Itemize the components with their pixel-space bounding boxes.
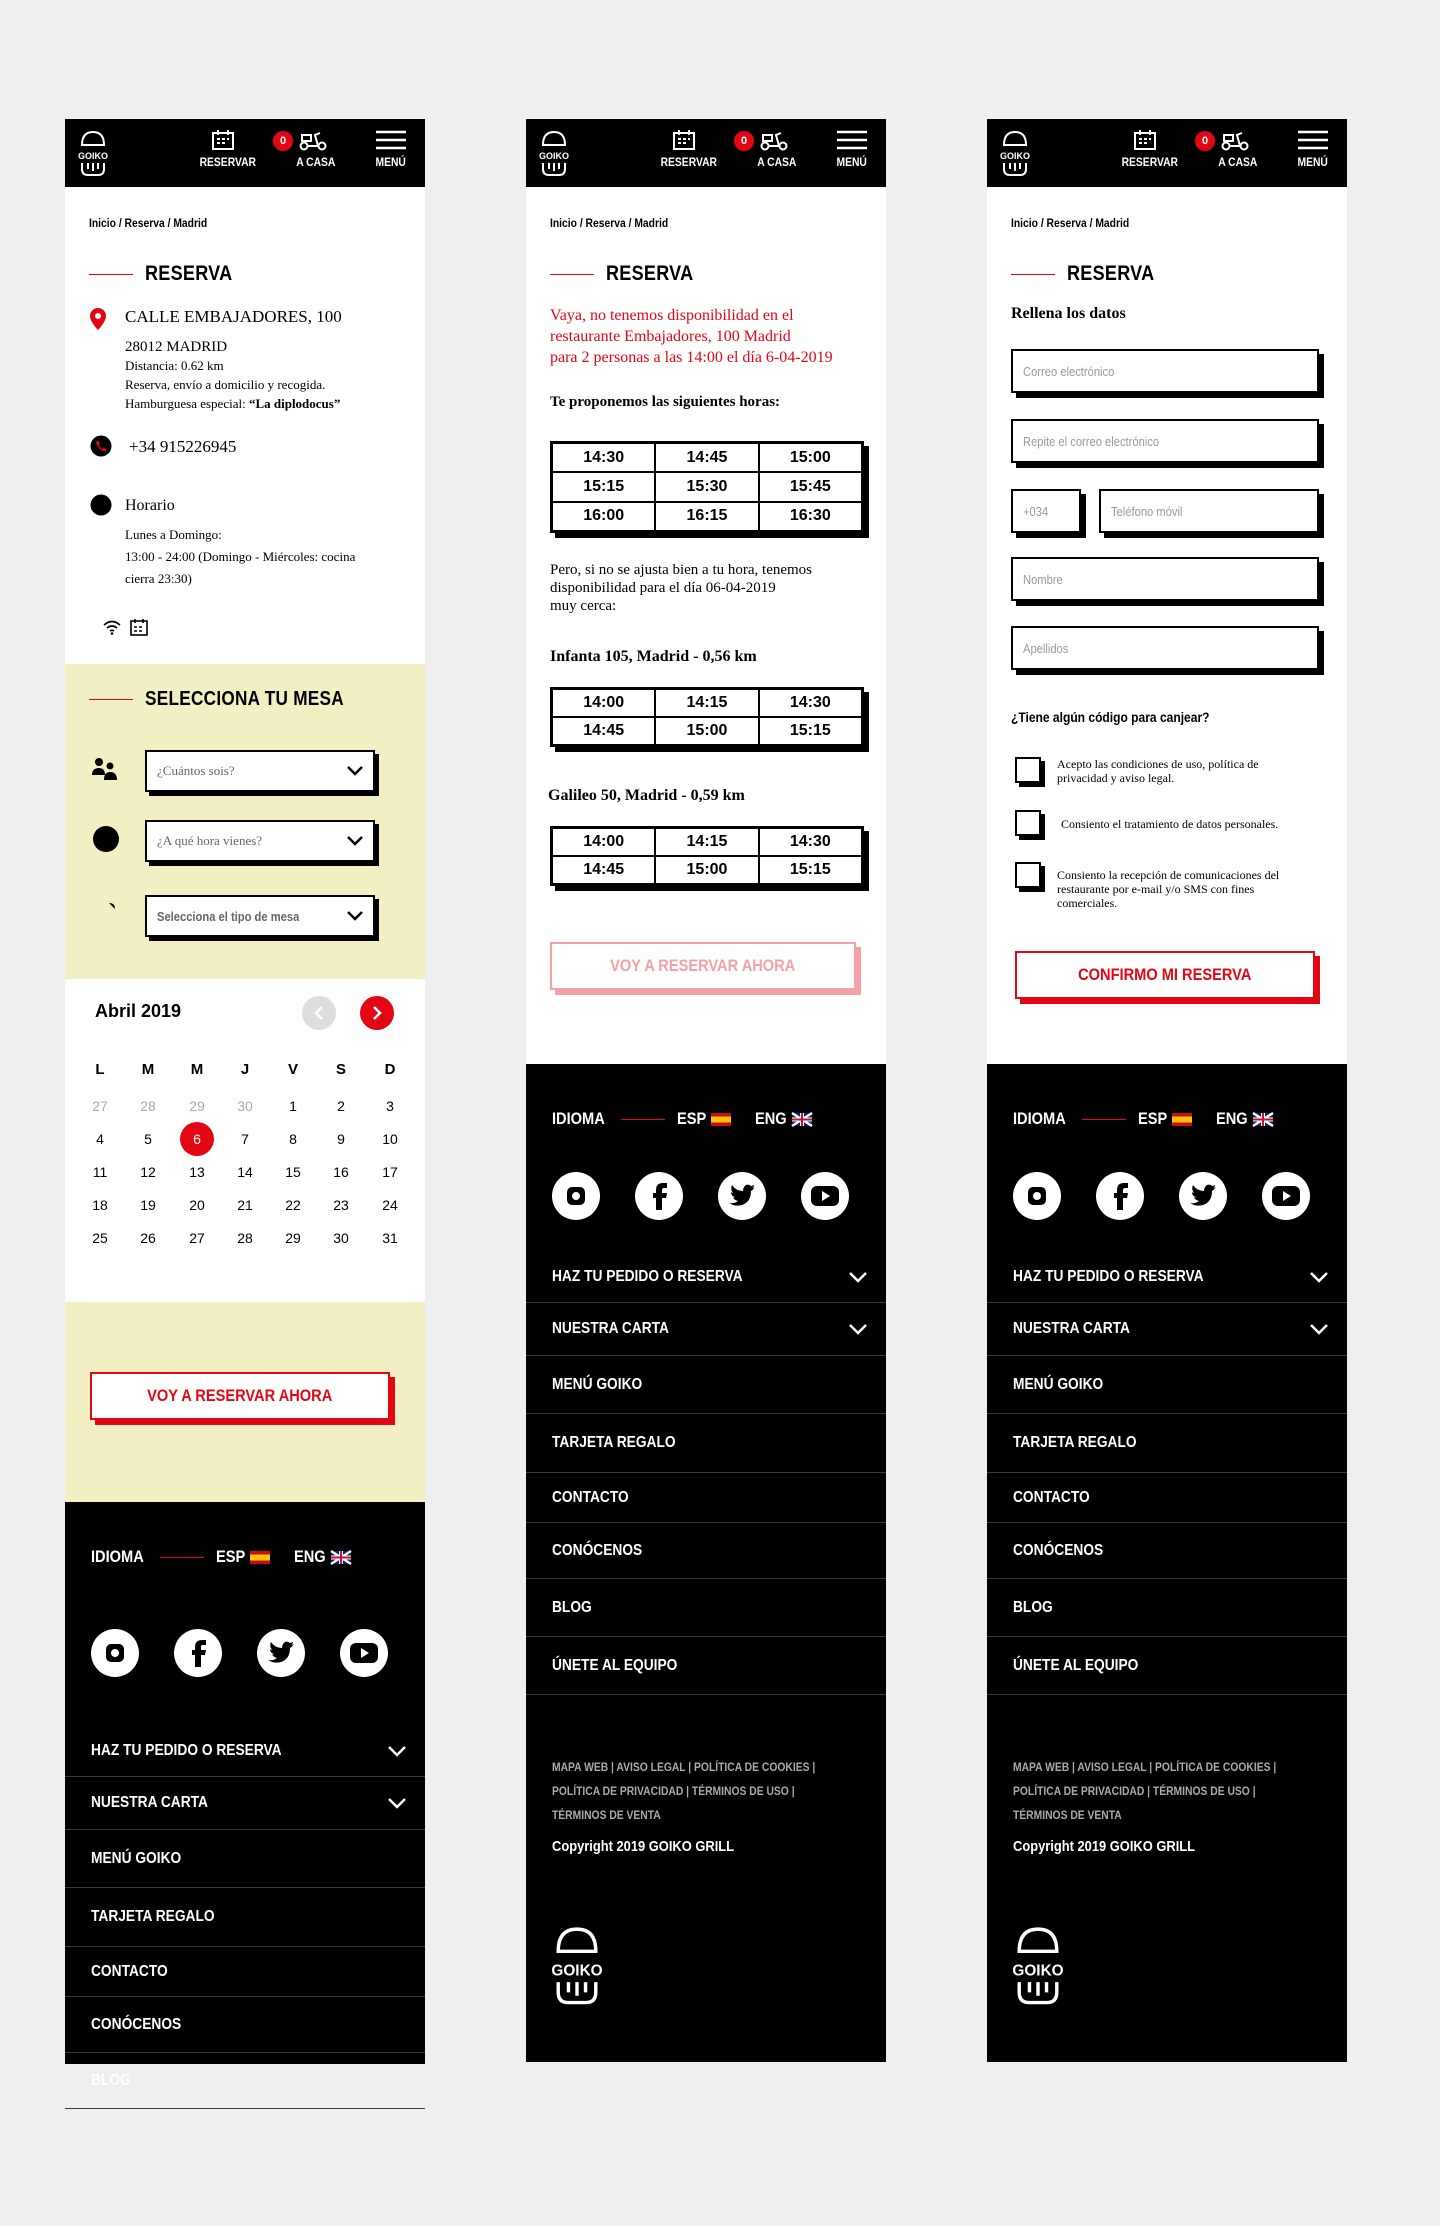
footer-menu-label: TARJETA REGALO	[91, 1908, 215, 1925]
time-slot[interactable]: 14:30	[759, 828, 862, 856]
calendar-day[interactable]: 31	[382, 1230, 398, 1246]
time-slot[interactable]: 15:00	[759, 443, 862, 472]
calendar-day[interactable]: 28	[237, 1230, 253, 1246]
calendar-day[interactable]: 27	[189, 1230, 205, 1246]
calendar-day[interactable]: 13	[189, 1164, 205, 1180]
location-pin-icon	[89, 307, 107, 331]
calendar-day[interactable]: 20	[189, 1197, 205, 1213]
breadcrumb[interactable]: Inicio / Reserva / Madrid	[1011, 216, 1130, 230]
footer-menu-item[interactable]	[526, 1473, 886, 1523]
acasa-nav[interactable]: A CASA	[754, 129, 794, 169]
spain-flag-icon[interactable]	[711, 1113, 731, 1126]
restaurant-address: CALLE EMBAJADORES, 100	[125, 307, 342, 326]
goiko-logo-icon[interactable]	[540, 129, 568, 177]
hamburger-menu-icon	[837, 129, 867, 151]
reservar-nav[interactable]: RESERVAR	[1117, 129, 1173, 169]
breadcrumb[interactable]: Inicio / Reserva / Madrid	[89, 216, 208, 230]
prev-month-button[interactable]	[302, 996, 336, 1030]
special-burger: Hamburguesa especial: “La diplodocus”	[125, 396, 341, 411]
top-header	[65, 119, 425, 187]
reservar-nav[interactable]: RESERVAR	[656, 129, 712, 169]
time-slot[interactable]: 14:45	[552, 856, 655, 884]
data-consent-label: Consiento el tratamiento de datos personales.	[1061, 817, 1279, 831]
time-slot[interactable]: 14:00	[552, 689, 655, 717]
youtube-icon[interactable]	[1262, 1172, 1310, 1220]
chevron-down-icon	[1309, 1323, 1329, 1335]
legal-links[interactable]: MAPA WEB | AVISO LEGAL | POLÍTICA DE COOKIES |POLÍTICA DE PRIVACIDAD | TÉRMINOS DE USO |TÉRMINOS DE VENTA	[552, 1760, 816, 1822]
scooter-icon	[1220, 129, 1250, 151]
chevron-down-icon	[347, 836, 363, 846]
youtube-icon[interactable]	[801, 1172, 849, 1220]
footer	[987, 1064, 1347, 2062]
footer-menu-label: NUESTRA CARTA	[91, 1794, 208, 1811]
footer-menu-item[interactable]	[987, 1473, 1347, 1523]
footer-menu-item[interactable]	[65, 1888, 425, 1947]
footer-menu-label: CONTACTO	[1013, 1488, 1090, 1506]
weekday-header: V	[287, 1061, 298, 1078]
calendar-day[interactable]: 15	[285, 1164, 301, 1180]
footer-menu-item[interactable]	[987, 1637, 1347, 1695]
footer-menu	[526, 1251, 886, 1695]
hours-days: Lunes a Domingo:	[125, 527, 222, 542]
footer-menu-item[interactable]	[65, 2053, 425, 2109]
language-selector: IDIOMA ESP ENG	[91, 1547, 351, 1567]
footer-menu-item[interactable]	[987, 1303, 1347, 1356]
weekday-header: S	[335, 1061, 346, 1078]
calendar-day[interactable]: 19	[140, 1197, 156, 1213]
weekday-header: M	[190, 1061, 204, 1078]
wifi-icon	[103, 619, 121, 635]
phone-field[interactable]: Teléfono móvil	[1099, 489, 1319, 533]
time-slot[interactable]: 16:15	[655, 502, 758, 531]
goiko-logo-icon[interactable]	[79, 129, 107, 177]
facebook-icon[interactable]	[174, 1629, 222, 1677]
cart-count-badge: 0	[1195, 131, 1215, 151]
calendar-day[interactable]: 9	[337, 1131, 345, 1147]
calendar-day[interactable]: 3	[386, 1098, 394, 1114]
propose-text: Te proponemos las siguientes horas:	[550, 394, 781, 410]
calendar-day[interactable]: 21	[237, 1197, 253, 1213]
hamburger-menu-icon	[1298, 129, 1328, 151]
time-slot[interactable]: 14:30	[759, 689, 862, 717]
proposed-times-grid	[550, 441, 864, 533]
footer	[65, 1502, 425, 2089]
language-selector: IDIOMA ESP ENG	[552, 1109, 812, 1129]
footer-menu-label: ÚNETE AL EQUIPO	[552, 1656, 678, 1674]
time-slot[interactable]: 14:00	[552, 828, 655, 856]
calendar-day[interactable]: 29	[189, 1098, 205, 1114]
phone-icon	[89, 434, 113, 458]
acasa-nav[interactable]: A CASA	[293, 129, 333, 169]
clock-icon	[89, 493, 113, 517]
breadcrumb[interactable]: Inicio / Reserva / Madrid	[550, 216, 669, 230]
menu-nav[interactable]: MENÚ	[832, 129, 872, 169]
weekday-header: L	[95, 1061, 105, 1078]
svg-text:GOIKO: GOIKO	[77, 151, 109, 161]
time-slot[interactable]: 15:45	[759, 472, 862, 501]
footer-menu-label: NUESTRA CARTA	[1013, 1320, 1130, 1337]
calendar-day[interactable]: 14	[237, 1164, 253, 1180]
acasa-nav[interactable]: A CASA	[1215, 129, 1255, 169]
footer-menu-label: MENÚ GOIKO	[552, 1375, 643, 1393]
weekday-header: M	[141, 1061, 155, 1078]
calendar-day[interactable]: 30	[237, 1098, 253, 1114]
footer-menu-label: NUESTRA CARTA	[552, 1320, 669, 1337]
footer-menu-label: BLOG	[1013, 1598, 1053, 1616]
lang-esp[interactable]: ESP	[216, 1547, 246, 1566]
calendar-day[interactable]: 30	[333, 1230, 349, 1246]
next-month-button[interactable]	[360, 996, 394, 1030]
footer-menu-item[interactable]	[526, 1251, 886, 1303]
scooter-icon	[759, 129, 789, 151]
goiko-logo-icon[interactable]	[552, 1924, 602, 2006]
calendar-day[interactable]: 28	[140, 1098, 156, 1114]
section-heading	[1011, 264, 1169, 284]
footer-menu-label: MENÚ GOIKO	[91, 1849, 182, 1867]
footer-menu-label: HAZ TU PEDIDO O RESERVA	[91, 1741, 282, 1759]
calendar-icon	[672, 129, 696, 151]
select-table-heading: SELECCIONA TU MESA	[89, 689, 376, 709]
footer-menu-item[interactable]	[65, 1830, 425, 1888]
time-slot[interactable]: 14:45	[655, 443, 758, 472]
spain-flag-icon[interactable]	[250, 1551, 270, 1564]
social-links	[1013, 1172, 1310, 1220]
instagram-icon[interactable]	[91, 1629, 139, 1677]
lang-eng[interactable]: ENG	[294, 1547, 327, 1566]
footer-menu-item[interactable]	[526, 1303, 886, 1356]
page-title: RESERVA	[145, 262, 233, 285]
calendar-month: Abril 2019	[95, 1001, 182, 1021]
footer-menu-item[interactable]	[65, 1997, 425, 2053]
time-slot[interactable]: 15:00	[655, 856, 758, 884]
calendar-day[interactable]: 25	[92, 1230, 108, 1246]
svg-text:GOIKO: GOIKO	[999, 151, 1031, 161]
footer-menu-item[interactable]	[526, 1414, 886, 1473]
footer-menu-item[interactable]	[65, 1725, 425, 1777]
footer-menu-item[interactable]	[987, 1414, 1347, 1473]
chevron-down-icon	[387, 1797, 407, 1809]
footer-menu-item[interactable]	[987, 1579, 1347, 1637]
footer-menu-label: ÚNETE AL EQUIPO	[1013, 1656, 1139, 1674]
time-slot[interactable]: 16:00	[552, 502, 655, 531]
calendar-icon	[211, 129, 235, 151]
social-links	[552, 1172, 849, 1220]
chevron-down-icon	[848, 1323, 868, 1335]
confirm-reservation-button[interactable]: CONFIRMO MI RESERVA	[1015, 951, 1315, 999]
footer-menu-item[interactable]	[65, 1777, 425, 1830]
cutlery-icon	[92, 900, 118, 926]
facebook-icon[interactable]	[635, 1172, 683, 1220]
footer-menu-item[interactable]	[526, 1637, 886, 1695]
reserve-now-button[interactable]: VOY A RESERVAR AHORA	[550, 942, 856, 990]
calendar-day-selected[interactable]: 6	[180, 1122, 214, 1156]
lang-esp[interactable]: ESP	[677, 1109, 707, 1128]
menu-nav[interactable]: MENÚ	[1293, 129, 1333, 169]
twitter-icon[interactable]	[257, 1629, 305, 1677]
time-slot[interactable]: 14:15	[655, 828, 758, 856]
footer-menu-label: TARJETA REGALO	[1013, 1434, 1137, 1451]
goiko-logo-icon[interactable]	[1013, 1924, 1063, 2006]
footer-menu	[987, 1251, 1347, 1695]
footer-menu-item[interactable]	[65, 1947, 425, 1997]
footer-menu-label: CONÓCENOS	[1013, 1541, 1104, 1559]
time-slot[interactable]: 15:30	[655, 472, 758, 501]
top-header	[987, 119, 1347, 187]
calendar-day[interactable]: 24	[382, 1197, 398, 1213]
uk-flag-icon[interactable]	[331, 1551, 351, 1564]
panel-availability	[526, 119, 886, 2062]
footer-menu	[65, 1725, 425, 2109]
cart-count-badge: 0	[734, 131, 754, 151]
page-title: RESERVA	[1067, 262, 1155, 285]
phone-number[interactable]: +34 915226945	[129, 437, 237, 456]
menu-nav[interactable]: MENÚ	[371, 129, 411, 169]
no-availability-message: Vaya, no tenemos disponibilidad en el restaurante Embajadores, 100 Madrid para 2 personas a las 14:00 el día 6-04-2019	[550, 307, 833, 366]
footer-menu-label: MENÚ GOIKO	[1013, 1375, 1104, 1393]
hours-time: 13:00 - 24:00 (Domingo - Miércoles: cocina	[125, 549, 356, 564]
hours-time-2: cierra 23:30)	[125, 571, 192, 586]
instagram-icon[interactable]	[1013, 1172, 1061, 1220]
time-slot[interactable]: 14:30	[552, 443, 655, 472]
form-intro: Rellena los datos	[1011, 305, 1126, 322]
services: Reserva, envío a domicilio y recogida.	[125, 377, 326, 392]
chevron-down-icon	[387, 1745, 407, 1757]
calendar-day[interactable]: 11	[92, 1164, 108, 1180]
reserve-now-button[interactable]: VOY A RESERVAR AHORA	[90, 1372, 390, 1420]
calendar-day[interactable]: 2	[337, 1098, 345, 1114]
calendar-day[interactable]: 17	[382, 1164, 398, 1180]
language-selector: IDIOMA ESP ENG	[1013, 1109, 1273, 1129]
chevron-down-icon	[848, 1271, 868, 1283]
footer-menu-label: CONÓCENOS	[552, 1541, 643, 1559]
panel-location	[65, 119, 425, 2089]
panel-form	[987, 119, 1347, 2062]
calendar-day[interactable]: 29	[285, 1230, 301, 1246]
calendar-day[interactable]: 10	[382, 1131, 398, 1147]
cart-count-badge: 0	[273, 131, 293, 151]
chevron-down-icon	[347, 766, 363, 776]
calendar-day[interactable]: 4	[96, 1131, 104, 1147]
calendar-day[interactable]: 8	[289, 1131, 297, 1147]
alt-location-1: Infanta 105, Madrid - 0,56 km	[550, 648, 757, 665]
twitter-icon[interactable]	[1179, 1172, 1227, 1220]
alt-location-2: Galileo 50, Madrid - 0,59 km	[548, 787, 745, 804]
copyright: Copyright 2019 GOIKO GRILL	[1013, 1838, 1196, 1855]
calendar-day[interactable]: 7	[241, 1131, 249, 1147]
svg-text:GOIKO: GOIKO	[538, 151, 570, 161]
lang-eng[interactable]: ENG	[1216, 1109, 1249, 1128]
terms-checkbox[interactable]	[1015, 757, 1041, 783]
uk-flag-icon[interactable]	[792, 1113, 812, 1126]
footer-menu-item[interactable]	[526, 1356, 886, 1414]
calendar-day[interactable]: 22	[285, 1197, 301, 1213]
time-select[interactable]: ¿A qué hora vienes?	[145, 820, 375, 862]
time-icon	[91, 824, 121, 854]
svg-text:GOIKO: GOIKO	[551, 1962, 603, 1980]
reservar-nav[interactable]: RESERVAR	[195, 129, 251, 169]
lang-eng[interactable]: ENG	[755, 1109, 788, 1128]
uk-flag-icon[interactable]	[1253, 1113, 1273, 1126]
footer-menu-label: CONÓCENOS	[91, 2015, 182, 2033]
promo-code-toggle[interactable]: ¿Tiene algún código para canjear?	[1011, 709, 1210, 725]
calendar-icon	[1133, 129, 1157, 151]
copyright: Copyright 2019 GOIKO GRILL	[552, 1838, 735, 1855]
calendar-day[interactable]: 12	[140, 1164, 156, 1180]
calendar-day[interactable]: 5	[144, 1131, 152, 1147]
first-name-field[interactable]: Nombre	[1011, 557, 1319, 601]
time-slot[interactable]: 14:45	[552, 717, 655, 745]
footer	[526, 1064, 886, 2062]
top-header	[526, 119, 886, 187]
calendar-day[interactable]: 1	[289, 1098, 297, 1114]
time-slot[interactable]: 15:15	[759, 717, 862, 745]
footer-menu-item[interactable]	[526, 1579, 886, 1637]
time-slot[interactable]: 14:15	[655, 689, 758, 717]
time-slot[interactable]: 15:15	[552, 472, 655, 501]
spain-flag-icon[interactable]	[1172, 1113, 1192, 1126]
time-slot[interactable]: 15:00	[655, 717, 758, 745]
lang-esp[interactable]: ESP	[1138, 1109, 1168, 1128]
alt-times-grid-2	[550, 826, 864, 886]
instagram-icon[interactable]	[552, 1172, 600, 1220]
email-confirm-field[interactable]: Repite el correo electrónico	[1011, 419, 1319, 463]
calendar-day[interactable]: 23	[333, 1197, 349, 1213]
footer-menu-label: HAZ TU PEDIDO O RESERVA	[552, 1267, 743, 1285]
alternative-text: Pero, si no se ajusta bien a tu hora, tenemos disponibilidad para el día 06-04-2019 muy cerca:	[550, 562, 813, 614]
footer-menu-label: HAZ TU PEDIDO O RESERVA	[1013, 1267, 1204, 1285]
chevron-down-icon	[347, 911, 363, 921]
footer-menu-label: TARJETA REGALO	[552, 1434, 676, 1451]
reservation-icon	[130, 618, 148, 636]
section-heading	[550, 264, 708, 284]
time-slot[interactable]: 16:30	[759, 502, 862, 531]
goiko-logo-icon[interactable]	[1001, 129, 1029, 177]
chevron-right-icon	[372, 1006, 382, 1020]
email-field[interactable]: Correo electrónico	[1011, 349, 1319, 393]
alt-times-grid-1	[550, 687, 864, 747]
marketing-checkbox[interactable]	[1015, 862, 1041, 888]
footer-menu-item[interactable]	[987, 1251, 1347, 1303]
facebook-icon[interactable]	[1096, 1172, 1144, 1220]
footer-menu-item[interactable]	[526, 1523, 886, 1579]
people-icon	[91, 756, 119, 782]
people-select[interactable]: ¿Cuántos sois?	[145, 750, 375, 792]
terms-label: Acepto las condiciones de uso, política de privacidad y aviso legal.	[1057, 757, 1259, 785]
youtube-icon[interactable]	[340, 1629, 388, 1677]
hamburger-menu-icon	[376, 129, 406, 151]
footer-menu-item[interactable]	[987, 1356, 1347, 1414]
table-type-select[interactable]: Selecciona el tipo de mesa	[145, 895, 375, 937]
data-consent-checkbox[interactable]	[1015, 810, 1041, 836]
footer-menu-label: CONTACTO	[91, 1962, 168, 1980]
weekday-header: J	[240, 1061, 250, 1078]
svg-text:GOIKO: GOIKO	[1012, 1962, 1064, 1980]
distance: Distancia: 0.62 km	[125, 358, 224, 373]
city: 28012 MADRID	[125, 339, 228, 355]
calendar-day[interactable]: 16	[333, 1164, 349, 1180]
hours-title: Horario	[125, 497, 175, 514]
last-name-field[interactable]: Apellidos	[1011, 626, 1319, 670]
weekday-header: D	[384, 1061, 396, 1078]
calendar-day[interactable]: 18	[92, 1197, 108, 1213]
calendar-day[interactable]: 26	[140, 1230, 156, 1246]
social-links	[91, 1629, 388, 1677]
chevron-left-icon	[314, 1006, 324, 1020]
footer-menu-label: BLOG	[552, 1598, 592, 1616]
chevron-down-icon	[1309, 1271, 1329, 1283]
scooter-icon	[298, 129, 328, 151]
footer-menu-label: CONTACTO	[552, 1488, 629, 1506]
time-slot[interactable]: 15:15	[759, 856, 862, 884]
footer-menu-item[interactable]	[987, 1523, 1347, 1579]
page-title: RESERVA	[606, 262, 694, 285]
twitter-icon[interactable]	[718, 1172, 766, 1220]
calendar-day[interactable]: 27	[92, 1098, 108, 1114]
phone-prefix-field[interactable]: +034	[1011, 489, 1081, 533]
section-heading	[89, 264, 247, 284]
footer-menu-label: BLOG	[91, 2071, 131, 2089]
marketing-label: Consiento la recepción de comunicaciones del restaurante por e-mail y/o SMS con fines comerciales.	[1057, 868, 1280, 910]
legal-links[interactable]: MAPA WEB | AVISO LEGAL | POLÍTICA DE COOKIES |POLÍTICA DE PRIVACIDAD | TÉRMINOS DE USO |TÉRMINOS DE VENTA	[1013, 1760, 1277, 1822]
